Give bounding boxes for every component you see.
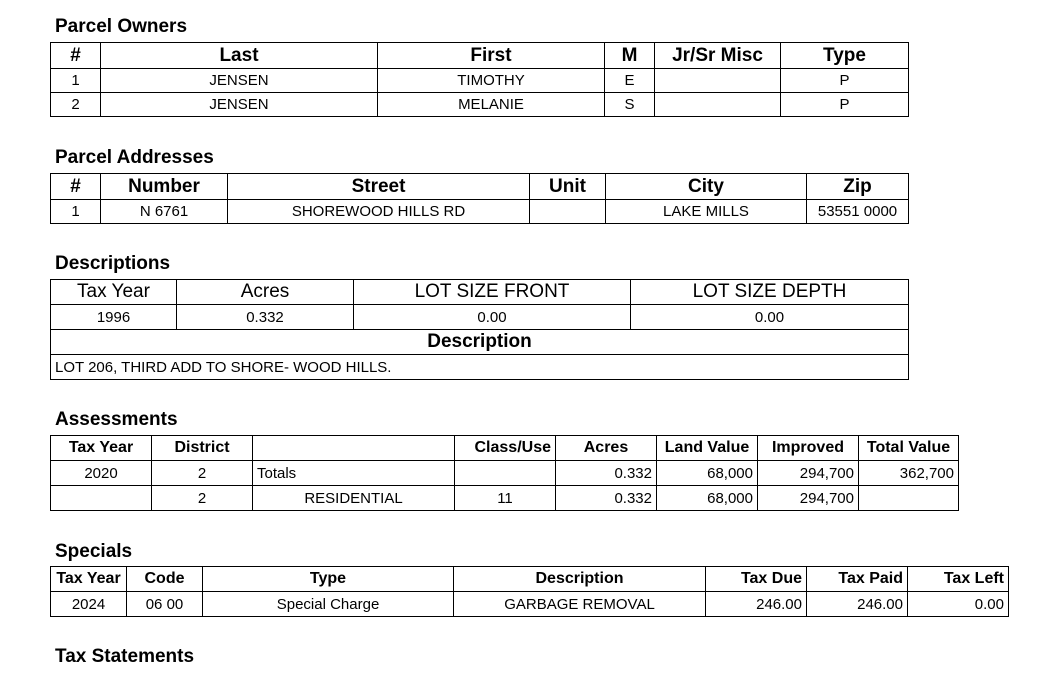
column-header: Number bbox=[101, 174, 228, 200]
column-header bbox=[253, 436, 455, 461]
column-header: Class/Use bbox=[455, 436, 556, 461]
table-cell: 2020 bbox=[51, 461, 152, 486]
parcel-addresses-title: Parcel Addresses bbox=[55, 147, 214, 168]
column-header: Street bbox=[228, 174, 530, 200]
table-cell: 0.332 bbox=[177, 305, 354, 330]
table-cell: 53551 0000 bbox=[807, 200, 909, 224]
description-header: Description bbox=[51, 330, 909, 355]
assessments-table bbox=[50, 435, 959, 511]
table-cell: 68,000 bbox=[657, 461, 758, 486]
column-header: Description bbox=[454, 567, 706, 592]
table-cell: TIMOTHY bbox=[378, 69, 605, 93]
table-cell: MELANIE bbox=[378, 93, 605, 117]
specials-table bbox=[50, 566, 1009, 617]
table-cell: Special Charge bbox=[203, 592, 454, 617]
table-header-row bbox=[51, 436, 959, 461]
table-row bbox=[51, 93, 909, 117]
table-cell: 2 bbox=[152, 486, 253, 511]
table-cell bbox=[655, 93, 781, 117]
column-header: Tax Year bbox=[51, 567, 127, 592]
table-row bbox=[51, 486, 959, 511]
column-header: Tax Year bbox=[51, 436, 152, 461]
table-cell: 2024 bbox=[51, 592, 127, 617]
table-header-row bbox=[51, 43, 909, 69]
descriptions-title: Descriptions bbox=[55, 253, 171, 274]
table-cell: 2 bbox=[51, 93, 101, 117]
column-header: Code bbox=[127, 567, 203, 592]
table-cell: LAKE MILLS bbox=[606, 200, 807, 224]
table-row bbox=[51, 355, 909, 380]
column-header: Acres bbox=[177, 280, 354, 305]
table-header-row bbox=[51, 567, 1009, 592]
assessments-title: Assessments bbox=[55, 409, 178, 430]
table-cell: 294,700 bbox=[758, 461, 859, 486]
column-header: Last bbox=[101, 43, 378, 69]
table-cell: 246.00 bbox=[706, 592, 807, 617]
column-header: First bbox=[378, 43, 605, 69]
column-header: Zip bbox=[807, 174, 909, 200]
table-header-row bbox=[51, 280, 909, 305]
column-header: District bbox=[152, 436, 253, 461]
table-cell: 1 bbox=[51, 69, 101, 93]
table-cell bbox=[455, 461, 556, 486]
table-cell: SHOREWOOD HILLS RD bbox=[228, 200, 530, 224]
table-cell: 11 bbox=[455, 486, 556, 511]
table-cell: E bbox=[605, 69, 655, 93]
column-header: Type bbox=[203, 567, 454, 592]
table-row bbox=[51, 592, 1009, 617]
column-header: Tax Year bbox=[51, 280, 177, 305]
table-cell: S bbox=[605, 93, 655, 117]
table-cell: RESIDENTIAL bbox=[253, 486, 455, 511]
table-cell: 246.00 bbox=[807, 592, 908, 617]
column-header: Unit bbox=[530, 174, 606, 200]
parcel-addresses-table bbox=[50, 173, 909, 224]
table-row bbox=[51, 69, 909, 93]
table-cell: JENSEN bbox=[101, 69, 378, 93]
table-cell: 362,700 bbox=[859, 461, 959, 486]
table-header-row bbox=[51, 330, 909, 355]
specials-title: Specials bbox=[55, 541, 133, 562]
table-cell: 0.00 bbox=[908, 592, 1009, 617]
table-row bbox=[51, 461, 959, 486]
column-header: Total Value bbox=[859, 436, 959, 461]
column-header: Tax Left bbox=[908, 567, 1009, 592]
column-header: Tax Due bbox=[706, 567, 807, 592]
table-cell bbox=[859, 486, 959, 511]
column-header: M bbox=[605, 43, 655, 69]
table-row bbox=[51, 200, 909, 224]
table-cell: 0.00 bbox=[631, 305, 909, 330]
description-text: LOT 206, THIRD ADD TO SHORE- WOOD HILLS. bbox=[51, 355, 909, 380]
column-header: # bbox=[51, 174, 101, 200]
table-cell bbox=[530, 200, 606, 224]
table-cell: N 6761 bbox=[101, 200, 228, 224]
table-cell bbox=[51, 486, 152, 511]
column-header: Jr/Sr Misc bbox=[655, 43, 781, 69]
tax-statements-title: Tax Statements bbox=[55, 646, 195, 667]
table-header-row bbox=[51, 174, 909, 200]
table-row bbox=[51, 305, 909, 330]
table-cell: JENSEN bbox=[101, 93, 378, 117]
table-cell: 0.332 bbox=[556, 461, 657, 486]
column-header: Improved bbox=[758, 436, 859, 461]
descriptions-table bbox=[50, 279, 909, 380]
table-cell: 294,700 bbox=[758, 486, 859, 511]
table-cell: 0.332 bbox=[556, 486, 657, 511]
column-header: # bbox=[51, 43, 101, 69]
table-cell: 1 bbox=[51, 200, 101, 224]
column-header: LOT SIZE DEPTH bbox=[631, 280, 909, 305]
table-cell: 06 00 bbox=[127, 592, 203, 617]
column-header: City bbox=[606, 174, 807, 200]
table-cell bbox=[655, 69, 781, 93]
table-cell: P bbox=[781, 93, 909, 117]
parcel-owners-title: Parcel Owners bbox=[55, 16, 188, 37]
column-header: LOT SIZE FRONT bbox=[354, 280, 631, 305]
table-cell: 68,000 bbox=[657, 486, 758, 511]
table-cell: 2 bbox=[152, 461, 253, 486]
table-cell: 0.00 bbox=[354, 305, 631, 330]
table-cell: GARBAGE REMOVAL bbox=[454, 592, 706, 617]
table-cell: 1996 bbox=[51, 305, 177, 330]
table-cell: P bbox=[781, 69, 909, 93]
column-header: Land Value bbox=[657, 436, 758, 461]
table-cell: Totals bbox=[253, 461, 455, 486]
column-header: Acres bbox=[556, 436, 657, 461]
column-header: Type bbox=[781, 43, 909, 69]
parcel-owners-table bbox=[50, 42, 909, 117]
column-header: Tax Paid bbox=[807, 567, 908, 592]
